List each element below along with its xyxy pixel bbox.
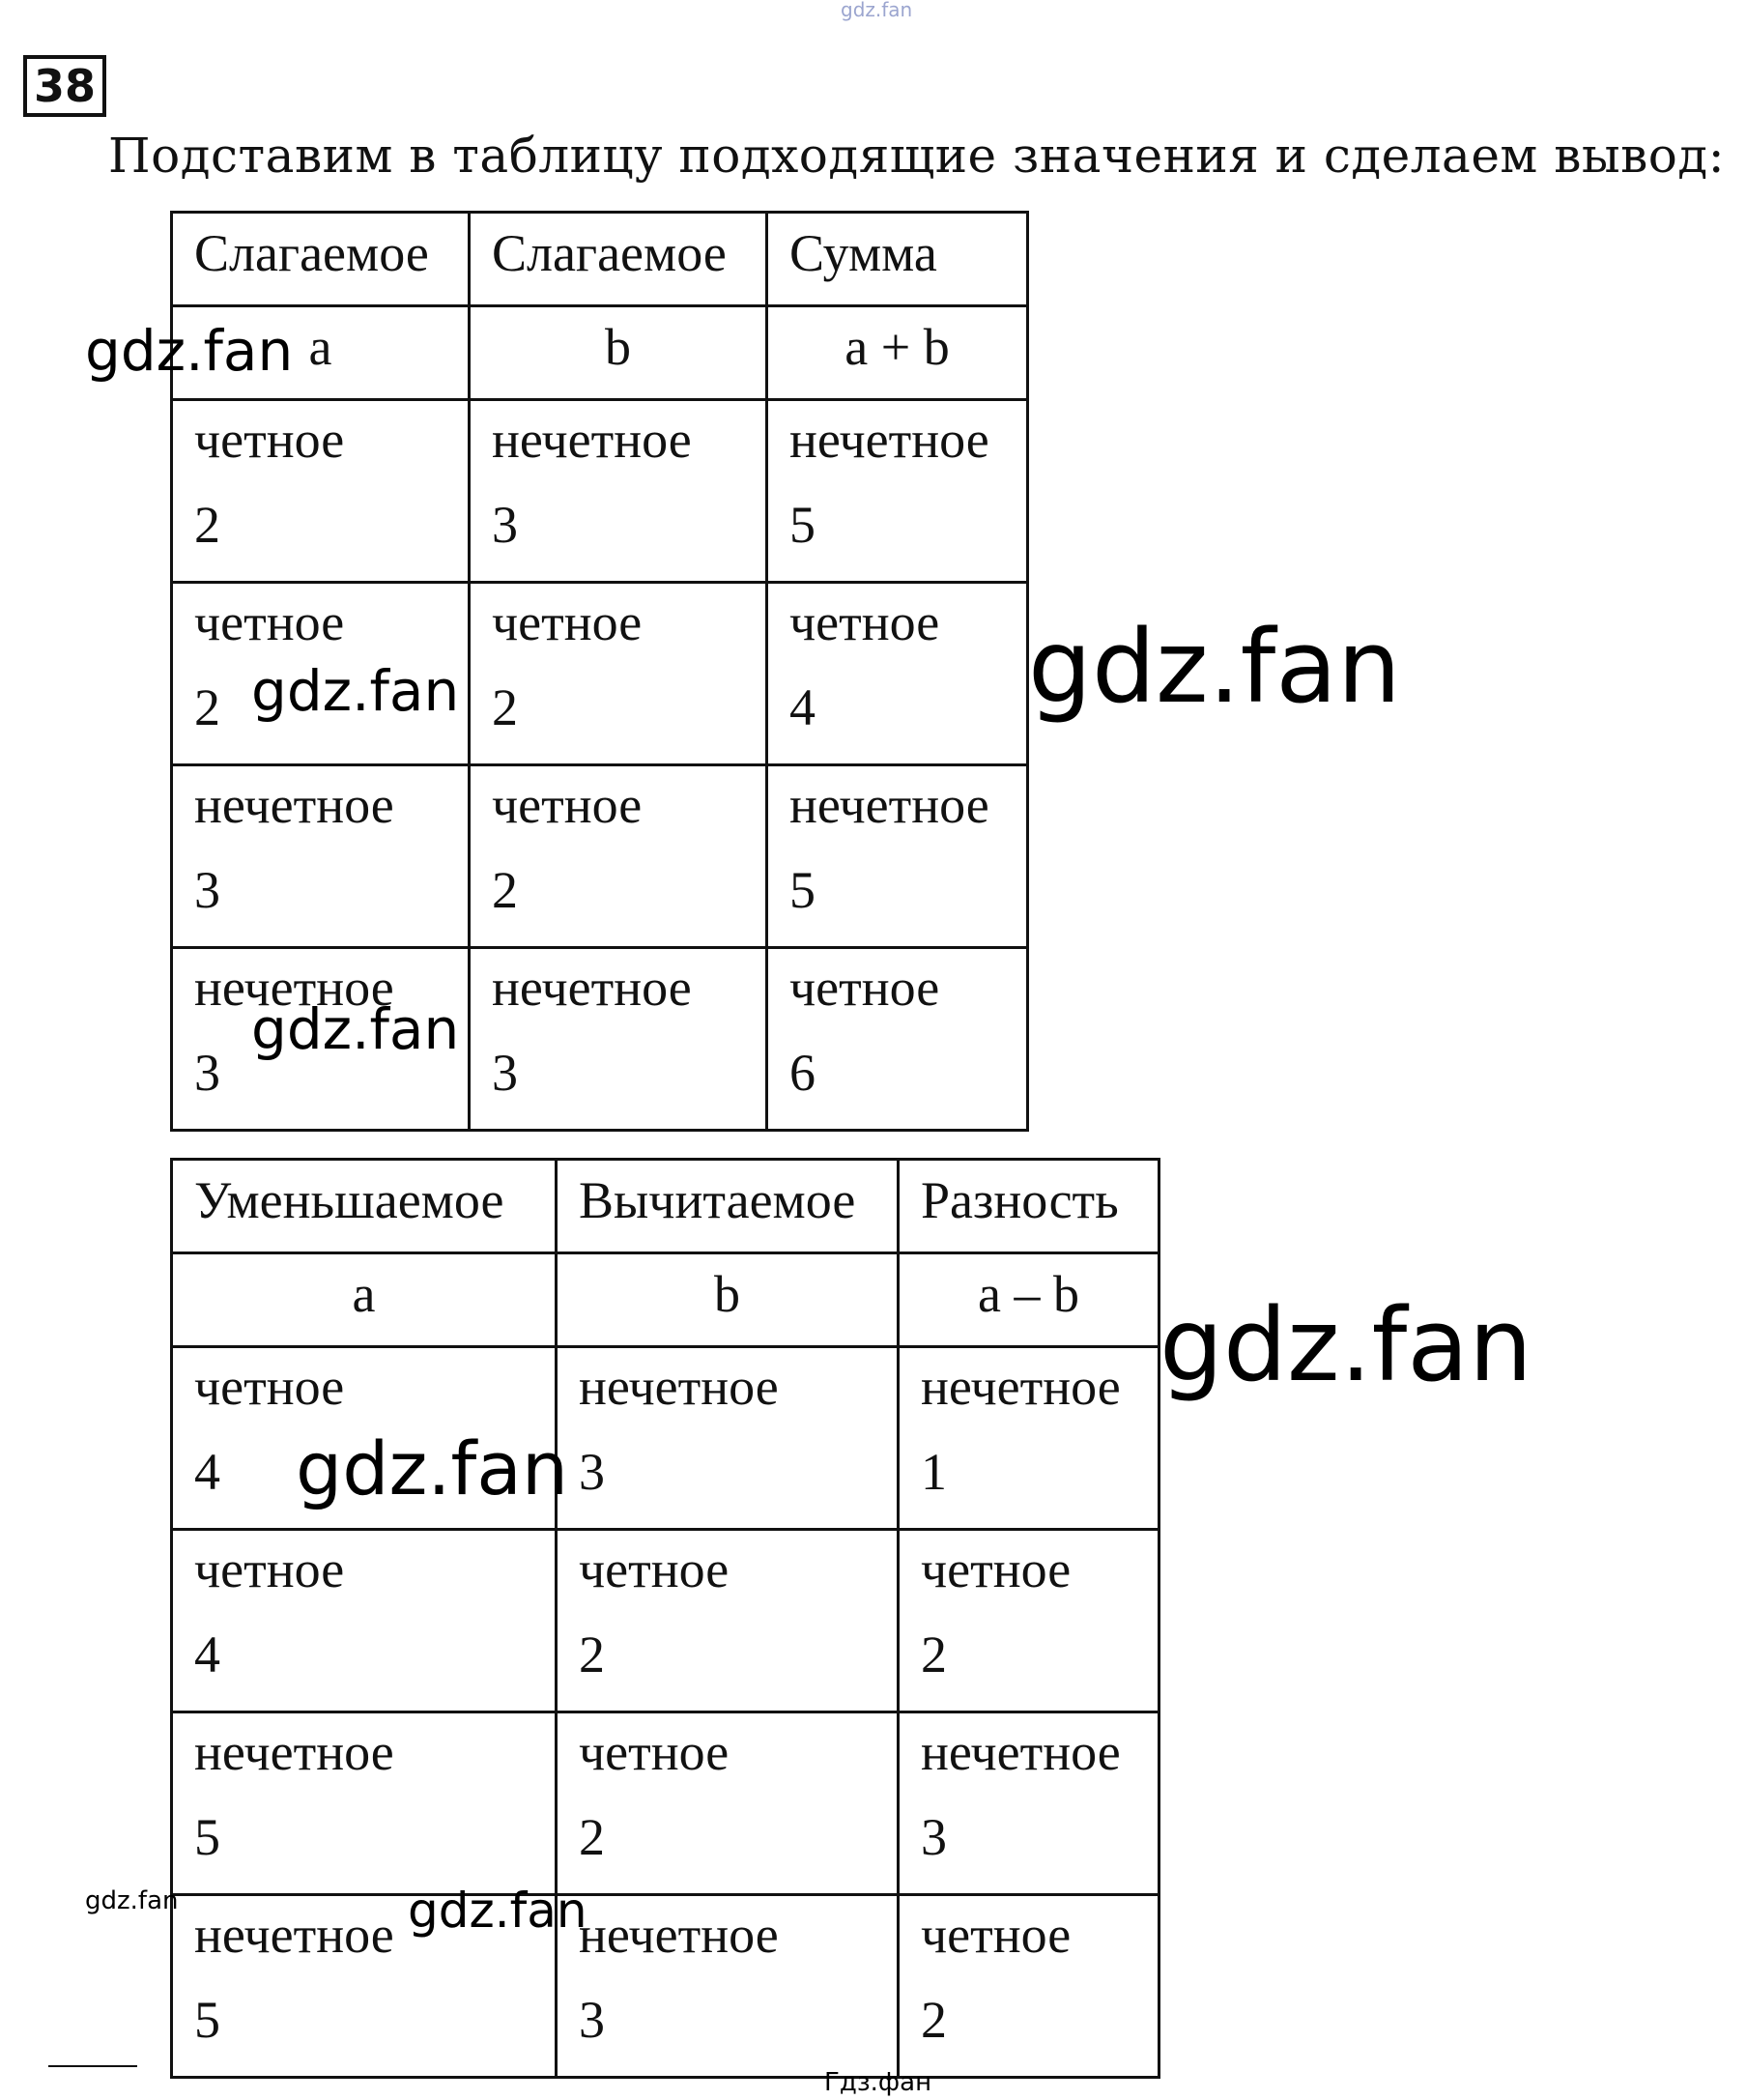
parity-label: нечетное [492,959,692,1017]
parity-label: четное [789,959,940,1017]
parity-label: четное [194,411,345,469]
parity-label: нечетное [492,411,692,469]
header-cell [172,1160,557,1253]
table-cell [767,948,1028,1131]
table-cell [470,765,767,948]
parity-label: нечетное [789,776,989,834]
table-cell [557,1895,899,2078]
watermark-top: gdz.fan [841,0,913,21]
header-cell [557,1160,899,1253]
parity-label: четное [194,1358,345,1416]
table-cell [172,400,470,583]
number-value: 3 [579,1991,605,2049]
parity-label: четное [789,593,940,651]
variable-label: a + b [844,318,950,376]
number-value: 2 [579,1808,605,1866]
number-value: 3 [492,1044,518,1102]
table-cell [557,1712,899,1895]
table-row [172,400,1028,583]
watermark: gdz.fan [251,658,460,724]
table-row [172,1530,1159,1712]
number-value: 3 [579,1443,605,1501]
parity-label: нечетное [579,1358,779,1416]
watermark: gdz.fan [408,1883,587,1939]
parity-label: четное [921,1906,1072,1964]
watermark: gdz.fan [296,1425,569,1511]
header-label: Слагаемое [492,224,727,282]
number-value: 4 [194,1625,220,1683]
number-value: 5 [789,496,816,554]
parity-label: четное [492,593,643,651]
variable-cell [557,1253,899,1347]
difference-table [170,1158,1160,2079]
table-cell [470,948,767,1131]
number-value: 2 [921,1991,947,2049]
parity-label: нечетное [789,411,989,469]
number-value: 3 [194,1044,220,1102]
header-label: Разность [921,1171,1119,1229]
variables-row [172,1253,1159,1347]
variable-cell [767,306,1028,400]
number-value: 3 [921,1808,947,1866]
variable-cell [172,1253,557,1347]
table-cell [899,1530,1159,1712]
table-cell [767,400,1028,583]
table-cell [470,400,767,583]
number-value: 6 [789,1044,816,1102]
table-cell [899,1895,1159,2078]
parity-label: четное [921,1540,1072,1598]
header-cell [899,1160,1159,1253]
variable-label: a [352,1265,376,1323]
parity-label: нечетное [921,1358,1121,1416]
variable-label: a – b [978,1265,1079,1323]
parity-label: нечетное [194,776,394,834]
variable-cell [470,306,767,400]
parity-label: четное [579,1540,730,1598]
watermark: gdz.fan [85,1886,179,1915]
header-cell [470,213,767,306]
parity-label: нечетное [921,1723,1121,1781]
table-cell [557,1347,899,1530]
number-value: 3 [492,496,518,554]
header-label: Уменьшаемое [194,1171,504,1229]
problem-number: 38 [23,55,106,117]
table-cell [899,1347,1159,1530]
number-value: 4 [194,1443,220,1501]
number-value: 3 [194,861,220,919]
number-value: 2 [194,496,220,554]
header-cell [767,213,1028,306]
watermark: gdz.fan [251,996,460,1062]
number-value: 2 [921,1625,947,1683]
header-label: Сумма [789,224,937,282]
number-value: 4 [789,678,816,736]
number-value: 2 [492,678,518,736]
problem-intro: Подставим в таблицу подходящие значения и сделаем вывод: [108,128,1726,184]
table-row [172,765,1028,948]
parity-label: нечетное [579,1906,779,1964]
watermark: gdz.fan [85,318,294,384]
table-cell [557,1530,899,1712]
variable-label: a [308,318,332,376]
watermark: gdz.fan [1159,1286,1532,1404]
footer-rule [48,2065,137,2067]
table-cell [172,1712,557,1895]
table-cell [172,1530,557,1712]
number-value: 5 [194,1808,220,1866]
table-cell [899,1712,1159,1895]
variables-row [172,306,1028,400]
number-value: 5 [789,861,816,919]
parity-label: четное [492,776,643,834]
table-header-row [172,1160,1159,1253]
number-value: 2 [492,861,518,919]
parity-label: нечетное [194,1723,394,1781]
watermark: gdz.fan [1028,608,1401,726]
number-value: 1 [921,1443,947,1501]
variable-cell [899,1253,1159,1347]
watermark-bottom: Гдз.фан [824,2068,932,2097]
table-header-row [172,213,1028,306]
number-value: 2 [194,678,220,736]
number-value: 5 [194,1991,220,2049]
variable-label: b [605,318,631,376]
parity-label: нечетное [194,1906,394,1964]
table-cell [767,583,1028,765]
parity-label: четное [579,1723,730,1781]
table-row [172,1712,1159,1895]
number-value: 2 [579,1625,605,1683]
table-cell [470,583,767,765]
header-label: Слагаемое [194,224,429,282]
parity-label: нечетное [194,959,394,1017]
header-cell [172,213,470,306]
header-label: Вычитаемое [579,1171,856,1229]
table-row [172,1895,1159,2078]
parity-label: четное [194,1540,345,1598]
table-cell [172,765,470,948]
variable-label: b [714,1265,740,1323]
table-cell [767,765,1028,948]
parity-label: четное [194,593,345,651]
